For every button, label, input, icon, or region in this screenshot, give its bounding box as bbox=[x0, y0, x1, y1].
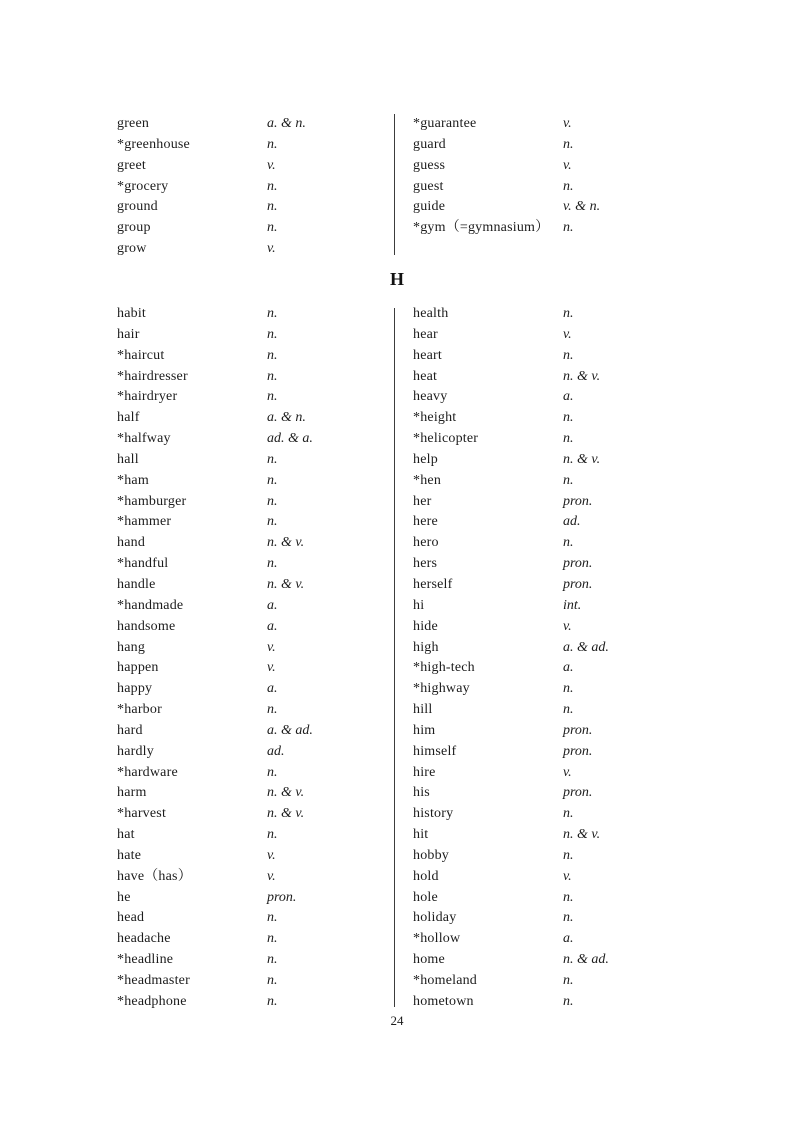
entry-pos: a. bbox=[563, 660, 574, 676]
entry-word: *hamburger bbox=[117, 493, 187, 509]
word-list-h-left-column bbox=[117, 304, 313, 1013]
entry-pos: pron. bbox=[563, 493, 593, 509]
entry-pos: n. bbox=[267, 326, 278, 342]
word-entry-row bbox=[413, 908, 609, 929]
entry-word: headache bbox=[117, 931, 171, 947]
entry-word: *hardware bbox=[117, 764, 178, 780]
word-entry-row bbox=[117, 554, 313, 575]
entry-pos: v. bbox=[563, 157, 572, 173]
entry-word: *highway bbox=[413, 681, 470, 697]
word-entry-row bbox=[413, 825, 609, 846]
entry-word: hand bbox=[117, 535, 146, 551]
entry-pos: n. bbox=[563, 806, 574, 822]
entry-pos: n. & v. bbox=[267, 576, 305, 592]
word-entry-row bbox=[413, 804, 609, 825]
entry-pos: n. & v. bbox=[563, 451, 601, 467]
word-entry-row bbox=[413, 700, 609, 721]
entry-word: guide bbox=[413, 199, 446, 215]
section-heading-h: H bbox=[389, 269, 404, 289]
entry-word: guess bbox=[413, 157, 446, 173]
entry-word: *hairdresser bbox=[117, 368, 188, 384]
word-entry-row bbox=[117, 492, 313, 513]
entry-word: ground bbox=[117, 199, 158, 215]
entry-word: hear bbox=[413, 326, 438, 342]
word-entry-row bbox=[413, 929, 609, 950]
entry-pos: a. & n. bbox=[267, 116, 306, 131]
entry-word: green bbox=[117, 116, 150, 131]
entry-word: hit bbox=[413, 827, 429, 843]
entry-word: *hen bbox=[413, 472, 442, 488]
word-list-h-right-column bbox=[413, 304, 609, 1013]
entry-pos: n. bbox=[267, 993, 278, 1009]
entry-pos: n. bbox=[267, 493, 278, 509]
entry-word: heat bbox=[413, 368, 438, 384]
word-entry-row bbox=[117, 763, 313, 784]
word-entry-row bbox=[413, 596, 609, 617]
word-entry-row bbox=[117, 512, 313, 533]
entry-word: hill bbox=[413, 702, 433, 718]
entry-pos: int. bbox=[563, 597, 582, 613]
word-entry-row bbox=[117, 533, 313, 554]
word-entry-row bbox=[117, 596, 313, 617]
word-entry-row bbox=[413, 512, 609, 533]
entry-pos: a. & ad. bbox=[563, 639, 609, 655]
word-entry-row bbox=[117, 700, 313, 721]
entry-word: happy bbox=[117, 681, 153, 697]
word-entry-row bbox=[117, 177, 306, 198]
entry-word: hers bbox=[413, 556, 438, 572]
entry-word: history bbox=[413, 806, 454, 822]
entry-word: *helicopter bbox=[413, 431, 479, 447]
entry-word: grow bbox=[117, 241, 147, 257]
word-entry-row bbox=[117, 908, 313, 929]
entry-word: hometown bbox=[413, 993, 474, 1009]
entry-pos: n. bbox=[267, 220, 278, 236]
word-entry-row bbox=[117, 638, 313, 659]
entry-word: heavy bbox=[413, 389, 448, 405]
entry-pos: pron. bbox=[563, 576, 593, 592]
entry-pos: n. bbox=[563, 702, 574, 718]
word-entry-row bbox=[117, 346, 313, 367]
word-entry-row bbox=[117, 197, 306, 218]
entry-pos: n. bbox=[563, 889, 574, 905]
entry-pos: n. bbox=[267, 347, 278, 363]
word-entry-row bbox=[117, 304, 313, 325]
word-entry-row bbox=[413, 450, 609, 471]
entry-pos: n. & v. bbox=[563, 827, 601, 843]
entry-pos: n. & v. bbox=[563, 368, 601, 384]
entry-word: *halfway bbox=[117, 431, 171, 447]
entry-word: *ham bbox=[117, 472, 149, 488]
entry-word: *guarantee bbox=[413, 116, 477, 131]
entry-pos: pron. bbox=[563, 722, 593, 738]
entry-word: greet bbox=[117, 157, 146, 173]
entry-pos: a. & n. bbox=[267, 410, 306, 426]
entry-word: heart bbox=[413, 347, 442, 363]
entry-pos: v. bbox=[267, 868, 276, 884]
entry-word: high bbox=[413, 639, 439, 655]
entry-word: here bbox=[413, 514, 438, 530]
entry-word: him bbox=[413, 722, 436, 738]
entry-word: hire bbox=[413, 764, 436, 780]
entry-word: head bbox=[117, 910, 145, 926]
entry-pos: a. bbox=[267, 597, 278, 613]
entry-pos: n. bbox=[563, 681, 574, 697]
entry-pos: v. bbox=[267, 847, 276, 863]
word-entry-row bbox=[413, 867, 609, 888]
entry-pos: n. bbox=[267, 764, 278, 780]
entry-pos: ad. bbox=[563, 514, 581, 530]
entry-pos: v. bbox=[267, 241, 276, 257]
entry-pos: n. bbox=[563, 993, 574, 1009]
entry-word: hole bbox=[413, 889, 438, 905]
word-entry-row bbox=[117, 114, 306, 135]
entry-pos: a. bbox=[267, 681, 278, 697]
entry-pos: n. bbox=[267, 556, 278, 572]
entry-word: habit bbox=[117, 306, 146, 321]
entry-pos: n. bbox=[563, 347, 574, 363]
word-entry-row bbox=[117, 825, 313, 846]
entry-word: handsome bbox=[117, 618, 176, 634]
entry-pos: n. bbox=[267, 910, 278, 926]
entry-pos: n. bbox=[267, 514, 278, 530]
entry-pos: n. bbox=[563, 973, 574, 988]
word-entry-row bbox=[413, 135, 600, 156]
word-entry-row bbox=[117, 929, 313, 950]
word-entry-row bbox=[117, 992, 313, 1013]
entry-pos: n. bbox=[563, 136, 574, 152]
entry-word: hate bbox=[117, 847, 142, 863]
entry-pos: a. bbox=[563, 389, 574, 405]
word-entry-row bbox=[413, 742, 609, 763]
word-entry-row bbox=[413, 992, 609, 1013]
entry-pos: n. bbox=[563, 306, 574, 321]
entry-pos: n. & v. bbox=[267, 535, 305, 551]
word-entry-row bbox=[117, 888, 313, 909]
entry-pos: n. bbox=[267, 306, 278, 321]
word-entry-row bbox=[117, 742, 313, 763]
entry-word: hardly bbox=[117, 743, 154, 759]
entry-word: *handmade bbox=[117, 597, 184, 613]
entry-word: guard bbox=[413, 136, 446, 152]
entry-word: guest bbox=[413, 178, 444, 194]
word-entry-row bbox=[413, 304, 609, 325]
word-entry-row bbox=[117, 846, 313, 867]
word-entry-row bbox=[413, 721, 609, 742]
entry-word: *hammer bbox=[117, 514, 172, 530]
entry-pos: n. bbox=[267, 199, 278, 215]
entry-word: hi bbox=[413, 597, 425, 613]
entry-word: hair bbox=[117, 326, 140, 342]
word-entry-row bbox=[413, 971, 609, 992]
entry-pos: n. bbox=[563, 220, 574, 236]
entry-word: handle bbox=[117, 576, 156, 592]
entry-word: *height bbox=[413, 410, 457, 426]
word-entry-row bbox=[413, 156, 600, 177]
entry-word: hall bbox=[117, 451, 139, 467]
entry-word: her bbox=[413, 493, 432, 509]
entry-pos: pron. bbox=[563, 785, 593, 801]
word-entry-row bbox=[413, 367, 609, 388]
entry-word: *harbor bbox=[117, 702, 162, 718]
entry-pos: n. bbox=[563, 910, 574, 926]
entry-pos: v. bbox=[267, 660, 276, 676]
entry-word: *headmaster bbox=[117, 973, 190, 988]
word-entry-row bbox=[117, 679, 313, 700]
entry-word: health bbox=[413, 306, 449, 321]
word-entry-row bbox=[413, 177, 600, 198]
entry-word: hobby bbox=[413, 847, 449, 863]
word-entry-row bbox=[413, 638, 609, 659]
word-entry-row bbox=[117, 617, 313, 638]
word-list-g-left-column bbox=[117, 114, 306, 260]
word-entry-row bbox=[117, 429, 313, 450]
entry-word: *headphone bbox=[117, 993, 187, 1009]
word-entry-row bbox=[117, 387, 313, 408]
entry-word: happen bbox=[117, 660, 159, 676]
entry-pos: v. bbox=[267, 157, 276, 173]
word-entry-row bbox=[117, 804, 313, 825]
entry-word: *gym（=gymnasium） bbox=[413, 220, 550, 236]
page-number: 24 bbox=[390, 1013, 404, 1028]
entry-pos: n. bbox=[563, 535, 574, 551]
entry-pos: n. bbox=[267, 136, 278, 152]
entry-pos: n. & v. bbox=[267, 806, 305, 822]
entry-word: holiday bbox=[413, 910, 457, 926]
column-divider-h bbox=[394, 308, 395, 1007]
entry-pos: n. bbox=[267, 472, 278, 488]
entry-pos: n. bbox=[267, 368, 278, 384]
entry-word: *handful bbox=[117, 556, 169, 572]
word-entry-row bbox=[413, 950, 609, 971]
column-divider-top bbox=[394, 114, 395, 255]
word-entry-row bbox=[413, 533, 609, 554]
word-entry-row bbox=[117, 218, 306, 239]
entry-pos: n. bbox=[267, 451, 278, 467]
entry-pos: n. bbox=[267, 931, 278, 947]
entry-word: hide bbox=[413, 618, 438, 634]
word-entry-row bbox=[413, 617, 609, 638]
entry-pos: n. bbox=[563, 431, 574, 447]
word-entry-row bbox=[413, 325, 609, 346]
entry-word: himself bbox=[413, 743, 457, 759]
entry-word: he bbox=[117, 889, 131, 905]
entry-word: hard bbox=[117, 722, 143, 738]
entry-word: herself bbox=[413, 576, 453, 592]
entry-pos: n. bbox=[563, 472, 574, 488]
entry-pos: ad. & a. bbox=[267, 431, 313, 447]
word-entry-row bbox=[117, 867, 313, 888]
word-entry-row bbox=[117, 367, 313, 388]
word-entry-row bbox=[413, 471, 609, 492]
entry-word: *haircut bbox=[117, 347, 165, 363]
entry-pos: n. bbox=[267, 827, 278, 843]
word-entry-row bbox=[413, 346, 609, 367]
word-entry-row bbox=[413, 679, 609, 700]
word-entry-row bbox=[117, 575, 313, 596]
word-entry-row bbox=[413, 218, 600, 239]
entry-pos: ad. bbox=[267, 743, 285, 759]
word-entry-row bbox=[413, 492, 609, 513]
word-entry-row bbox=[413, 888, 609, 909]
word-entry-row bbox=[117, 156, 306, 177]
entry-pos: v. bbox=[563, 116, 572, 131]
word-entry-row bbox=[117, 471, 313, 492]
entry-word: *high-tech bbox=[413, 660, 475, 676]
word-entry-row bbox=[413, 387, 609, 408]
entry-word: *homeland bbox=[413, 973, 478, 988]
entry-pos: v. bbox=[563, 764, 572, 780]
entry-pos: n. & ad. bbox=[563, 952, 609, 968]
word-entry-row bbox=[413, 763, 609, 784]
entry-pos: v. bbox=[563, 868, 572, 884]
entry-pos: v. bbox=[563, 326, 572, 342]
entry-pos: n. & v. bbox=[267, 785, 305, 801]
word-entry-row bbox=[117, 950, 313, 971]
word-entry-row bbox=[117, 408, 313, 429]
entry-pos: n. bbox=[267, 952, 278, 968]
entry-word: help bbox=[413, 451, 438, 467]
entry-pos: pron. bbox=[267, 889, 297, 905]
entry-word: hat bbox=[117, 827, 135, 843]
entry-pos: n. bbox=[563, 178, 574, 194]
entry-word: have（has） bbox=[117, 868, 192, 884]
word-entry-row bbox=[413, 575, 609, 596]
entry-word: hold bbox=[413, 868, 439, 884]
word-entry-row bbox=[413, 197, 600, 218]
entry-word: his bbox=[413, 785, 430, 801]
word-entry-row bbox=[413, 554, 609, 575]
entry-word: hang bbox=[117, 639, 146, 655]
word-list-g-right-column bbox=[413, 114, 600, 239]
word-entry-row bbox=[117, 239, 306, 260]
entry-word: harm bbox=[117, 785, 147, 801]
entry-pos: a. bbox=[563, 931, 574, 947]
word-entry-row bbox=[117, 971, 313, 992]
word-entry-row bbox=[413, 783, 609, 804]
entry-pos: pron. bbox=[563, 556, 593, 572]
word-entry-row bbox=[413, 114, 600, 135]
entry-pos: a. & ad. bbox=[267, 722, 313, 738]
entry-word: *headline bbox=[117, 952, 174, 968]
word-entry-row bbox=[413, 429, 609, 450]
word-entry-row bbox=[413, 658, 609, 679]
word-entry-row bbox=[413, 846, 609, 867]
entry-word: *hollow bbox=[413, 931, 461, 947]
word-entry-row bbox=[117, 135, 306, 156]
entry-pos: n. bbox=[267, 178, 278, 194]
entry-pos: n. bbox=[563, 410, 574, 426]
word-entry-row bbox=[117, 721, 313, 742]
word-entry-row bbox=[117, 325, 313, 346]
word-entry-row bbox=[117, 783, 313, 804]
word-entry-row bbox=[413, 408, 609, 429]
entry-pos: n. bbox=[267, 389, 278, 405]
entry-word: group bbox=[117, 220, 151, 236]
entry-word: home bbox=[413, 952, 445, 968]
entry-word: *hairdryer bbox=[117, 389, 178, 405]
entry-word: *greenhouse bbox=[117, 136, 190, 152]
word-entry-row bbox=[117, 450, 313, 471]
entry-pos: n. bbox=[267, 973, 278, 988]
entry-pos: v. & n. bbox=[563, 199, 601, 215]
entry-word: half bbox=[117, 410, 140, 426]
entry-word: hero bbox=[413, 535, 439, 551]
entry-word: *harvest bbox=[117, 806, 167, 822]
entry-pos: v. bbox=[563, 618, 572, 634]
entry-pos: n. bbox=[563, 847, 574, 863]
entry-pos: v. bbox=[267, 639, 276, 655]
entry-pos: pron. bbox=[563, 743, 593, 759]
entry-pos: a. bbox=[267, 618, 278, 634]
entry-pos: n. bbox=[267, 702, 278, 718]
entry-word: *grocery bbox=[117, 178, 169, 194]
word-entry-row bbox=[117, 658, 313, 679]
